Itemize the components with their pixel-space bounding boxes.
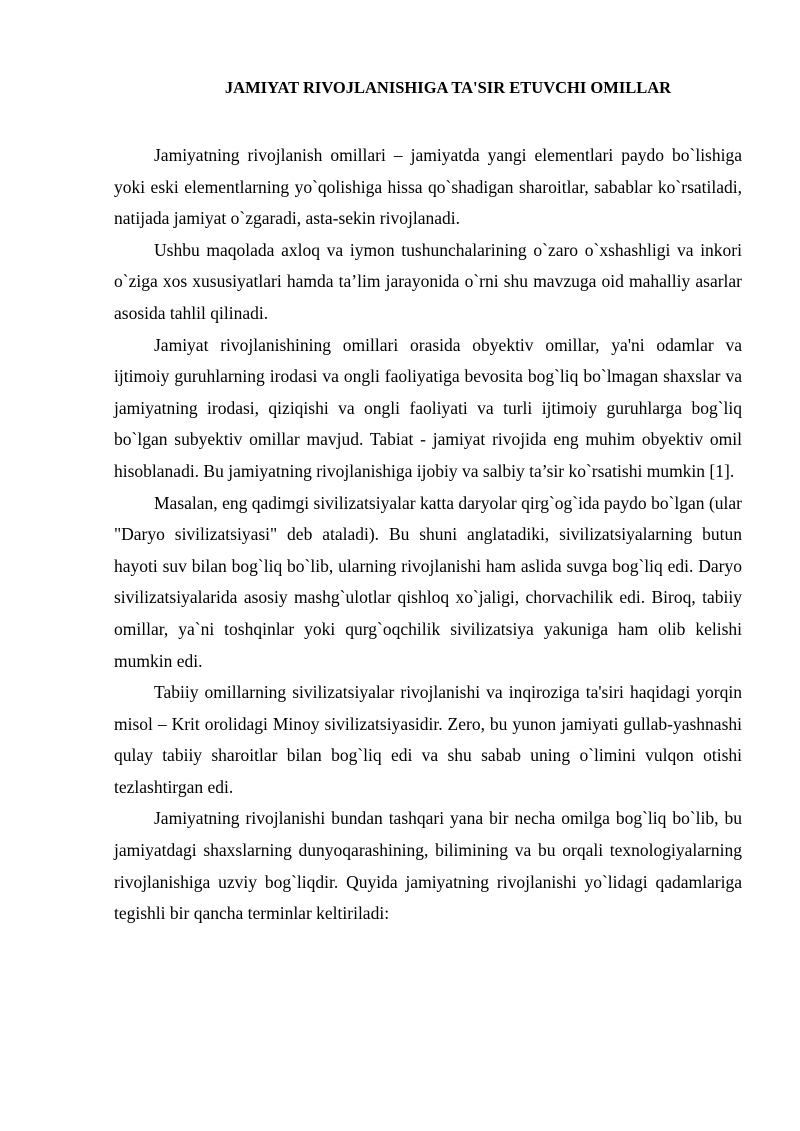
paragraph-4: Masalan, eng qadimgi sivilizatsiyalar katta daryolar qirg`og`ida paydo bo`lgan (ular "Daryo sivilizatsiyasi" deb ataladi). Bu shuni anglatadiki, sivilizatsiyalarning butun hayoti suv bilan bog`liq bo`lib, ularning rivojlanishi ham aslida suvga bog`liq edi. Daryo sivilizatsiyalarida asosiy mashg`ulotlar qishloq xo`jaligi, chorvachilik edi. Biroq, tabiiy omillar, ya`ni toshqinlar yoki qurg`oqchilik sivilizatsiya yakuniga ham olib kelishi mumkin edi. <box>114 492 742 671</box>
paragraph-5: Tabiiy omillarning sivilizatsiyalar rivojlanishi va inqiroziga ta'siri haqidagi yorqin misol – Krit orolidagi Minoy sivilizatsiyasidir. Zero, bu yunon jamiyati gullab-yashnashi qulay tabiiy sharoitlar bilan bog`liq edi va shu sabab uning o`limini vulqon otishi tezlashtirgan edi. <box>114 682 742 797</box>
paragraph-1: Jamiyatning rivojlanish omillari – jamiyatda yangi elementlari paydo bo`lishiga yoki eski elementlarning yo`qolishiga hissa qo`shadigan sharoitlar, sabablar ko`rsatiladi, natijada jamiyat o`zgaradi, asta-sekin rivojlanadi. <box>114 145 742 229</box>
paragraph-3: Jamiyat rivojlanishining omillari orasida obyektiv omillar, ya'ni odamlar va ijtimoiy guruhlarning irodasi va ongli faoliyatiga bevosita bog`liq bo`lmagan shaxslar va jamiyatning irodasi, qiziqishi va ongli faoliyati va turli ijtimoiy guruhlarga bog`liq bo`lgan subyektiv omillar mavjud. Tabiat - jamiyat rivojida eng muhim obyektiv omil hisoblanadi. Bu jamiyatning rivojlanishiga ijobiy va salbiy ta’sir ko`rsatishi mumkin [1]. <box>114 334 742 481</box>
paragraph-6: Jamiyatning rivojlanishi bundan tashqari yana bir necha omilga bog`liq bo`lib, bu jamiyatdagi shaxslarning dunyoqarashining, bilimining va bu orqali texnologiyalarning rivojlanishiga uzviy bog`liqdir. Quyida jamiyatning rivojlanishi yo`lidagi qadamlariga tegishli bir qancha terminlar keltiriladi: <box>114 808 742 924</box>
document-title: JAMIYAT RIVOJLANISHIGA TA'SIR ETUVCHI OMILLAR <box>224 78 672 97</box>
document-body <box>114 140 742 930</box>
paragraph-2: Ushbu maqolada axloq va iymon tushunchalarining o`zaro o`xshashligi va inkori o`ziga xos xususiyatlari hamda ta’lim jarayonida o`rni shu mavzuga oid mahalliy asarlar asosida tahlil qilinadi. <box>114 239 742 323</box>
